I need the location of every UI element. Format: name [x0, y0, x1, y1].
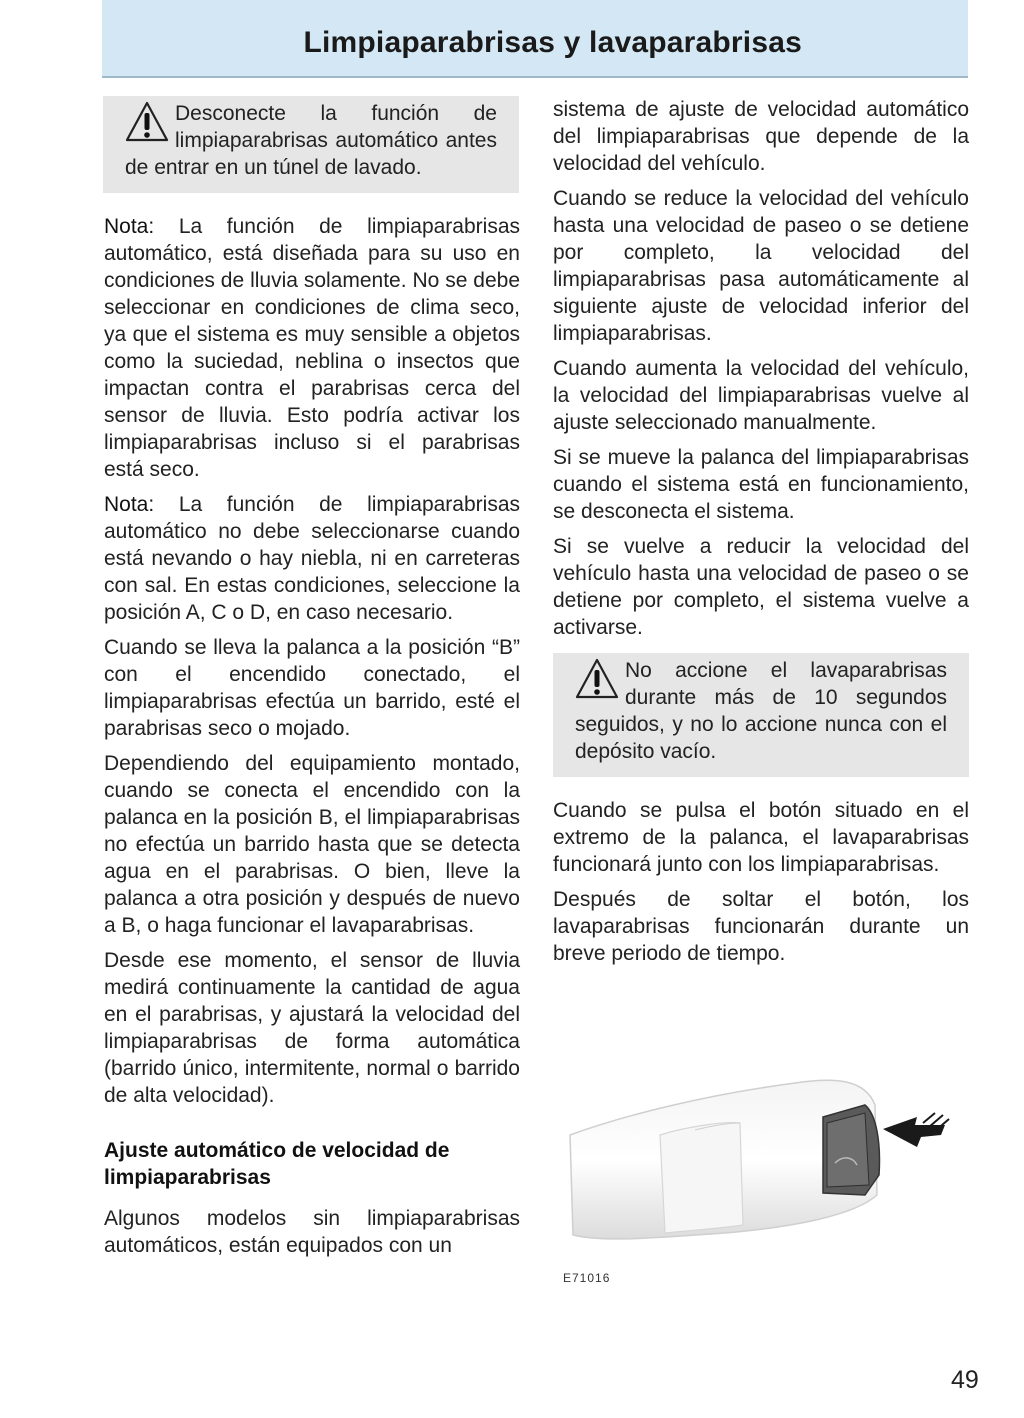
- warning-icon: [125, 100, 169, 144]
- body-paragraph: Desde ese momento, el sensor de lluvia medirá continuamente la cantidad de agua en el parabrisas, y ajustará la velocidad del limpiaparabrisas de forma automática (barrido único, intermitente, normal o barrido de alta velocidad).: [104, 949, 520, 1107]
- warning-text: No accione el lavaparabrisas durante más de 10 segundos seguidos, y no lo accione nunca con el depósito vacío.: [575, 659, 947, 763]
- body-paragraph: Después de soltar el botón, los lavaparabrisas funcionarán durante un breve periodo de tiempo.: [553, 888, 969, 965]
- left-column: [104, 96, 520, 1267]
- body-paragraph: Algunos modelos sin limpiaparabrisas automáticos, están equipados con un: [104, 1207, 520, 1257]
- washer-button: [827, 1113, 869, 1187]
- body-paragraph: Dependiendo del equipamiento montado, cuando se conecta el encendido con la palanca en la posición B, el limpiaparabrisas no efectúa un barrido hasta que se detecta agua en el parabrisas. O bien, lleve la palanca a otra posición y después de nuevo a B, o haga funcionar el lavaparabrisas.: [104, 752, 520, 937]
- note-paragraph: [104, 491, 520, 626]
- figure-code: E71016: [563, 1271, 611, 1285]
- body-paragraph: Cuando aumenta la velocidad del vehículo, la velocidad del limpiaparabrisas vuelve al ajuste seleccionado manualmente.: [553, 357, 969, 434]
- warning-box: [103, 96, 519, 193]
- body-paragraph: Cuando se lleva la palanca a la posición “B” con el encendido conectado, el limpiaparabrisas efectúa un barrido, esté el parabrisas seco o mojado.: [104, 636, 520, 740]
- warning-text: Desconecte la función de limpiaparabrisas automático antes de entrar en un túnel de lavado.: [125, 102, 497, 179]
- note-label: Nota:: [104, 215, 155, 238]
- warning-box: [553, 653, 969, 777]
- note-text: La función de limpiaparabrisas automático, está diseñada para su uso en condiciones de lluvia solamente. No se debe seleccionar en condiciones de clima seco, ya que el sistema es muy sensible a objetos como la suciedad, neblina o insectos que impactan contra el parabrisas cerca del sensor de lluvia. Esto podría activar los limpiaparabrisas incluso si el parabrisas está seco.: [104, 215, 520, 481]
- note-paragraph: [104, 213, 520, 483]
- wiper-lever-illustration: [565, 1075, 960, 1245]
- page-number: 49: [951, 1366, 979, 1394]
- lever-ring: [660, 1123, 743, 1233]
- body-paragraph: Si se mueve la palanca del limpiaparabrisas cuando el sistema está en funcionamiento, se desconecta el sistema.: [553, 446, 969, 523]
- body-paragraph: Cuando se reduce la velocidad del vehículo hasta una velocidad de paseo o se detiene por completo, la velocidad del limpiaparabrisas pasa automáticamente al siguiente ajuste de velocidad inferior del limpiaparabrisas.: [553, 187, 969, 345]
- section-subheading: Ajuste automático de velocidad de limpiaparabrisas: [104, 1139, 450, 1189]
- page-header: [102, 0, 968, 78]
- note-text: La función de limpiaparabrisas automático no debe seleccionarse cuando está nevando o hay niebla, ni en carreteras con sal. En estas condiciones, seleccione la posición A, C o D, en caso necesario.: [104, 493, 520, 624]
- body-paragraph: Cuando se pulsa el botón situado en el extremo de la palanca, el lavaparabrisas funcionará junto con los limpiaparabrisas.: [553, 799, 969, 876]
- page-title: Limpiaparabrisas y lavaparabrisas: [303, 26, 802, 59]
- body-paragraph: sistema de ajuste de velocidad automático del limpiaparabrisas que depende de la velocidad del vehículo.: [553, 98, 969, 175]
- warning-icon: [575, 657, 619, 701]
- right-column: [553, 96, 969, 975]
- note-label: Nota:: [104, 493, 155, 516]
- body-paragraph: Si se vuelve a reducir la velocidad del vehículo hasta una velocidad de paseo o se detiene por completo, el sistema vuelve a activarse.: [553, 535, 969, 639]
